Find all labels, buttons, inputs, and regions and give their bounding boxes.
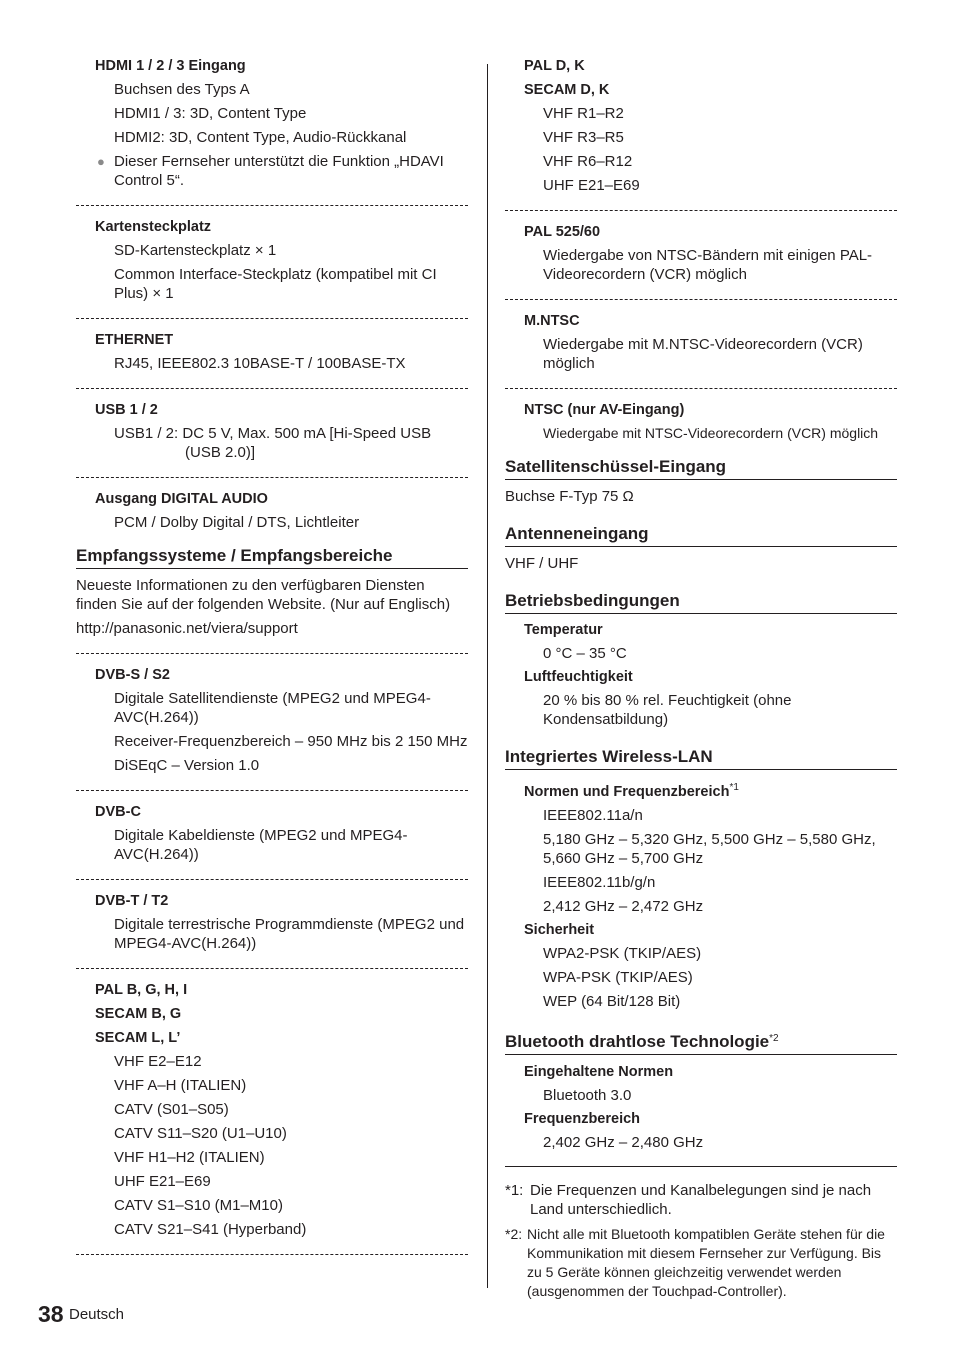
divider bbox=[76, 879, 468, 880]
ntsc-line: Wiedergabe mit NTSC-Videorecordern (VCR) möglich bbox=[543, 425, 879, 441]
bluetooth-freq-title: Frequenzbereich bbox=[524, 1111, 641, 1127]
audio-title: Ausgang DIGITAL AUDIO bbox=[95, 491, 268, 507]
pal-title: SECAM B, G bbox=[95, 1006, 182, 1022]
wlan-security-line: WEP (64 Bit/128 Bit) bbox=[543, 993, 681, 1010]
dvbs-line: Receiver-Frequenzbereich – 950 MHz bis 2 150 MHz bbox=[114, 733, 468, 750]
mntsc-title: M.NTSC bbox=[524, 313, 580, 329]
reception-heading: Empfangssysteme / Empfangsbereiche bbox=[76, 546, 468, 569]
temperature-title: Temperatur bbox=[524, 622, 603, 638]
temperature-value: 0 °C – 35 °C bbox=[543, 645, 627, 662]
wlan-security-line: WPA2-PSK (TKIP/AES) bbox=[543, 945, 702, 962]
bluetooth-heading-text: Bluetooth drahtlose Technologie bbox=[505, 1032, 770, 1051]
antenna-heading: Antenneneingang bbox=[505, 524, 897, 547]
divider bbox=[505, 299, 897, 300]
hdmi-line: HDMI2: 3D, Content Type, Audio-Rückkanal bbox=[114, 129, 407, 146]
wlan-security-title: Sicherheit bbox=[524, 922, 595, 938]
pal525-line: Wiedergabe von NTSC-Bändern mit einigen PAL-Videorecordern (VCR) möglich bbox=[543, 247, 873, 283]
bluetooth-heading bbox=[505, 1029, 897, 1055]
bluetooth-freq-value: 2,402 GHz – 2,480 GHz bbox=[543, 1134, 704, 1151]
paldk-line: UHF E21–E69 bbox=[543, 177, 640, 194]
dvbt-title: DVB-T / T2 bbox=[95, 893, 169, 909]
wlan-norm-line: 5,180 GHz – 5,320 GHz, 5,500 GHz – 5,580 GHz, 5,660 GHz – 5,700 GHz bbox=[543, 831, 876, 867]
divider bbox=[76, 790, 468, 791]
paldk-title: PAL D, K bbox=[524, 58, 585, 74]
pal-line: CATV (S01–S05) bbox=[114, 1101, 229, 1118]
footnote-mark: *1: bbox=[505, 1182, 524, 1199]
satellite-text: Buchse F-Typ 75 Ω bbox=[505, 488, 634, 505]
column-divider bbox=[487, 64, 488, 1288]
pal-line: VHF A–H (ITALIEN) bbox=[114, 1077, 247, 1094]
wlan-norm-title-text: Normen und Frequenzbereich bbox=[524, 784, 730, 800]
reception-url: http://panasonic.net/viera/support bbox=[76, 620, 298, 637]
pal525-title: PAL 525/60 bbox=[524, 224, 601, 240]
footnote-text: Nicht alle mit Bluetooth kompatiblen Geräte stehen für die Kommunikation mit diesem Fernseher zur Verfügung. Bis zu 5 Geräte können gleichzeitig verwendet werden (ausgenommen der Touchpad-Controller). bbox=[527, 1226, 885, 1299]
dvbc-line: Digitale Kabeldienste (MPEG2 und MPEG4-AVC(H.264)) bbox=[114, 827, 408, 863]
divider bbox=[76, 968, 468, 969]
wlan-norm-line: IEEE802.11b/g/n bbox=[543, 874, 656, 891]
paldk-line: VHF R1–R2 bbox=[543, 105, 624, 122]
pal-line: UHF E21–E69 bbox=[114, 1173, 211, 1190]
footnote-2 bbox=[505, 1225, 897, 1301]
dvbs-title: DVB-S / S2 bbox=[95, 667, 170, 683]
page-number: 38 bbox=[38, 1301, 64, 1327]
ethernet-title: ETHERNET bbox=[95, 332, 174, 348]
wlan-norm-line: 2,412 GHz – 2,472 GHz bbox=[543, 898, 704, 915]
usb-line bbox=[114, 424, 468, 462]
divider bbox=[76, 205, 468, 206]
humidity-value: 20 % bis 80 % rel. Feuchtigkeit (ohne Kondensatbildung) bbox=[543, 692, 792, 728]
usb-line-2: (USB 2.0)] bbox=[185, 444, 256, 461]
footnote-ref: *2 bbox=[769, 1033, 779, 1044]
divider bbox=[505, 210, 897, 211]
divider bbox=[76, 388, 468, 389]
card-title: Kartensteckplatz bbox=[95, 219, 212, 235]
divider bbox=[76, 477, 468, 478]
card-line: Common Interface-Steckplatz (kompatibel mit CI Plus) × 1 bbox=[114, 266, 437, 302]
divider bbox=[76, 1254, 468, 1255]
audio-line: PCM / Dolby Digital / DTS, Lichtleiter bbox=[114, 514, 360, 531]
pal-line: CATV S21–S41 (Hyperband) bbox=[114, 1221, 307, 1238]
footnote-1 bbox=[505, 1181, 897, 1219]
divider bbox=[505, 388, 897, 389]
bluetooth-norm-value: Bluetooth 3.0 bbox=[543, 1087, 632, 1104]
wlan-norm-line: IEEE802.11a/n bbox=[543, 807, 643, 824]
bluetooth-norm-title: Eingehaltene Normen bbox=[524, 1064, 674, 1080]
ntsc-title: NTSC (nur AV-Eingang) bbox=[524, 402, 685, 418]
reception-intro: Neueste Informationen zu den verfügbaren Diensten finden Sie auf der folgenden Website. (Nur auf Englisch) bbox=[76, 577, 451, 613]
hdmi-line: HDMI1 / 3: 3D, Content Type bbox=[114, 105, 307, 122]
operating-heading: Betriebsbedingungen bbox=[505, 591, 897, 614]
pal-line: CATV S11–S20 (U1–U10) bbox=[114, 1125, 287, 1142]
card-line: SD-Kartensteckplatz × 1 bbox=[114, 242, 277, 259]
ethernet-line: RJ45, IEEE802.3 10BASE-T / 100BASE-TX bbox=[114, 355, 406, 372]
mntsc-line: Wiedergabe mit M.NTSC-Videorecordern (VCR) möglich bbox=[543, 336, 863, 372]
antenna-text: VHF / UHF bbox=[505, 555, 579, 572]
pal-title: PAL B, G, H, I bbox=[95, 982, 188, 998]
wlan-heading: Integriertes Wireless-LAN bbox=[505, 747, 897, 770]
pal-title: SECAM L, L’ bbox=[95, 1030, 181, 1046]
dvbs-line: DiSEqC – Version 1.0 bbox=[114, 757, 260, 774]
paldk-line: VHF R3–R5 bbox=[543, 129, 624, 146]
divider bbox=[76, 318, 468, 319]
wlan-norm-title bbox=[524, 779, 897, 801]
satellite-heading: Satellitenschüssel-Eingang bbox=[505, 457, 897, 480]
dvbt-line: Digitale terrestrische Programmdienste (MPEG2 und MPEG4-AVC(H.264)) bbox=[114, 916, 465, 952]
footnote-ref: *1 bbox=[729, 782, 739, 793]
page-language: Deutsch bbox=[69, 1306, 125, 1323]
hdmi-title: HDMI 1 / 2 / 3 Eingang bbox=[95, 58, 246, 74]
footnote-text: Die Frequenzen und Kanalbelegungen sind je nach Land unterschiedlich. bbox=[530, 1182, 872, 1218]
dvbs-line: Digitale Satellitendienste (MPEG2 und MPEG4-AVC(H.264)) bbox=[114, 690, 431, 726]
footnote-mark: *2: bbox=[505, 1226, 523, 1242]
hdmi-bullet-text: Dieser Fernseher unterstützt die Funktion „HDAVI Control 5“. bbox=[114, 153, 444, 189]
hdmi-bullet bbox=[97, 152, 468, 190]
pal-line: CATV S1–S10 (M1–M10) bbox=[114, 1197, 283, 1214]
dvbc-title: DVB-C bbox=[95, 804, 141, 820]
usb-title: USB 1 / 2 bbox=[95, 402, 158, 418]
left-column bbox=[76, 58, 468, 1268]
pal-line: VHF E2–E12 bbox=[114, 1053, 202, 1070]
paldk-line: VHF R6–R12 bbox=[543, 153, 633, 170]
wlan-security-line: WPA-PSK (TKIP/AES) bbox=[543, 969, 693, 986]
hdmi-line: Buchsen des Typs A bbox=[114, 81, 250, 98]
paldk-title: SECAM D, K bbox=[524, 82, 610, 98]
usb-line-1: USB1 / 2: DC 5 V, Max. 500 mA [Hi-Speed USB bbox=[114, 425, 432, 442]
humidity-title: Luftfeuchtigkeit bbox=[524, 669, 633, 685]
divider bbox=[76, 653, 468, 654]
bullet-icon: ● bbox=[97, 154, 105, 169]
right-column bbox=[505, 58, 897, 1301]
footnote-rule bbox=[505, 1166, 897, 1167]
pal-line: VHF H1–H2 (ITALIEN) bbox=[114, 1149, 265, 1166]
